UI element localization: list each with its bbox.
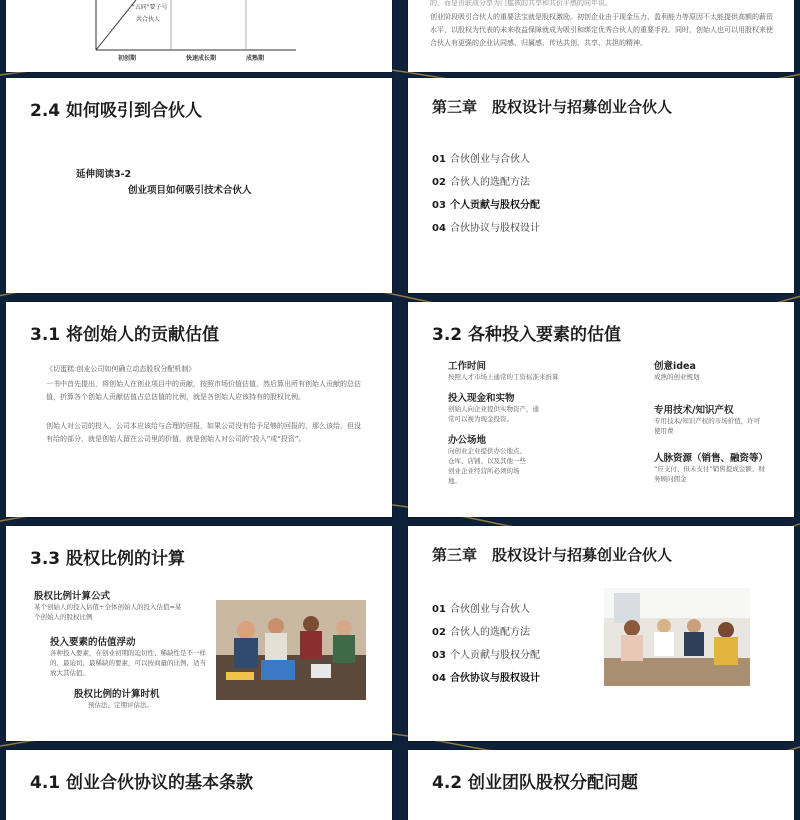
toc-item[interactable]	[432, 646, 540, 669]
toc-number: 03	[432, 200, 446, 211]
chapter-title: 第三章 股权设计与招募创业合伙人	[432, 546, 673, 564]
toc-number: 02	[432, 177, 446, 188]
toc-list	[432, 600, 540, 692]
book-title: 《切蛋糕:创业公司如何确立动态股权分配机制》	[46, 365, 196, 373]
slide-2-4[interactable]	[6, 78, 392, 293]
factor-heading: 创意idea	[654, 361, 696, 372]
team-meeting-photo	[216, 600, 366, 700]
toc-item[interactable]	[432, 600, 540, 623]
factor-text: 专用技术/知识产权的市场价值，许可使用费	[654, 417, 761, 435]
slide-3-1[interactable]	[6, 302, 392, 517]
stage-label: 快速成长期	[186, 55, 217, 62]
slide-growth-chart[interactable]	[6, 0, 392, 72]
toc-label: 合伙协议与股权设计	[450, 673, 540, 684]
slide-chapter-3-toc-2[interactable]	[408, 526, 794, 741]
intro-paragraph: 创业阶段吸引合伙人的重要法宝就是股权激励。初创企业由于现金压力、盈利能力等原因不太能提供高额的薪资水平，以股权为代表的未来收益保障就成为吸引和绑定优秀合伙人的重要手段。同时，创始人也可以用股权来使合伙人有更强的企业认同感、归属感，传达共创、共享、共担的精神。	[430, 13, 773, 47]
chart-growth-line	[96, 0, 136, 50]
toc-label: 合伙协议与股权设计	[450, 223, 540, 234]
toc-number: 02	[432, 627, 446, 638]
stage-label: 成熟期	[246, 55, 265, 62]
factor-heading: 专用技术/知识产权	[654, 405, 734, 416]
factor-heading: 人脉资源（销售、融资等）	[654, 453, 769, 464]
slide-title: 3.1 将创始人的贡献估值	[30, 325, 220, 345]
extended-reading-title: 创业项目如何吸引技术合伙人	[128, 185, 252, 196]
toc-number: 01	[432, 604, 446, 615]
toc-number: 04	[432, 673, 446, 684]
chart-annotation: "五同"要子号	[132, 4, 168, 11]
extended-reading-label: 延伸阅读3-2	[76, 169, 132, 180]
float-heading: 投入要素的估值浮动	[50, 637, 136, 648]
factor-heading: 工作时间	[448, 361, 487, 372]
toc-item-active[interactable]	[432, 196, 540, 219]
slide-3-2[interactable]	[408, 302, 794, 517]
paragraph: 创始人对公司的投入，公司本应该给与合理的回报，如果公司没有给予足够的回报的，那么该给，但没有给的部分，就是创始人留在公司里的价值，就是创始人对公司的“投入”或“投资”。	[46, 422, 361, 443]
slide-title: 4.2 创业团队股权分配问题	[432, 773, 639, 793]
timing-block	[74, 686, 194, 710]
slide-3-3[interactable]	[6, 526, 392, 741]
toc-label: 合伙人的选配方法	[450, 177, 530, 188]
toc-label: 合伙创业与合伙人	[450, 604, 530, 615]
factor-text: 向创业企业提供办公地点、仓库、店铺、以及其他一些创业企业经营所必须的场地。	[448, 447, 526, 485]
slide-title: 3.2 各种投入要素的估值	[432, 325, 622, 345]
toc-item[interactable]	[432, 623, 540, 646]
toc-number: 01	[432, 154, 446, 165]
slide-intro-text[interactable]	[408, 0, 794, 72]
left-column	[448, 358, 568, 486]
float-text: 各种投入要素，在创业初期的迫切性、稀缺性是不一样的，最迫切、最稀缺的要素，可以按商量的比例，适当放大其估值。	[50, 649, 206, 677]
factor-text: 成熟的创业规划	[654, 373, 700, 381]
toc-item[interactable]	[432, 173, 540, 196]
toc-label: 合伙人的选配方法	[450, 627, 530, 638]
intro-paragraph-tail: 的，而是由联战分享为门槛被的共享和共价平感的同年说。	[430, 0, 612, 7]
formula-text: 某个创始人的投入估值÷全体创始人的投入估值=某个创始人的股权比例	[34, 603, 182, 621]
toc-item-active[interactable]	[432, 669, 540, 692]
factor-text: 创始人向企业提供实物资产，通常可以视为现金投资。	[448, 405, 539, 423]
slide-title: 4.1 创业合伙协议的基本条款	[30, 773, 254, 793]
slide-title: 2.4 如何吸引到合伙人	[30, 101, 203, 121]
toc-number: 03	[432, 650, 446, 661]
factor-text: 按照人才市场上通常的工资标准来折算	[448, 373, 559, 381]
factor-text: “应支付、但未支付”销售提成金额、财务顾问佣金	[654, 465, 765, 483]
float-block	[50, 634, 210, 678]
toc-list	[432, 150, 540, 242]
team-discussion-photo	[604, 588, 750, 686]
timing-heading: 股权比例的计算时机	[74, 689, 160, 700]
toc-number: 04	[432, 223, 446, 234]
toc-item[interactable]	[432, 219, 540, 242]
slide-chapter-3-toc[interactable]	[408, 78, 794, 293]
paragraph: 一书中首先提出，将创始人在创业项目中的贡献，按照市场价值估值，然后算出所有创始人贡献的总估值，折算各个创始人贡献估值占总估值的比例，就是各创始人应该持有的股权比例。	[46, 380, 361, 401]
toc-item[interactable]	[432, 150, 540, 173]
slide-title: 3.3 股权比例的计算	[30, 549, 186, 569]
slide-4-2[interactable]	[408, 750, 794, 820]
toc-label: 合伙创业与合伙人	[450, 154, 530, 165]
toc-label: 个人贡献与股权分配	[450, 200, 540, 211]
right-column	[654, 358, 784, 484]
factor-heading: 办公场地	[448, 435, 487, 446]
toc-label: 个人贡献与股权分配	[450, 650, 540, 661]
slide-4-1[interactable]	[6, 750, 392, 820]
chart-annotation: 共合伙人	[136, 16, 161, 23]
formula-block	[34, 588, 184, 622]
factor-heading: 投入现金和实物	[448, 393, 515, 404]
timing-text: 预估法、定期评估法。	[88, 701, 153, 709]
formula-heading: 股权比例计算公式	[34, 591, 111, 602]
stage-label: 初创期	[118, 55, 137, 62]
chapter-title: 第三章 股权设计与招募创业合伙人	[432, 98, 673, 116]
